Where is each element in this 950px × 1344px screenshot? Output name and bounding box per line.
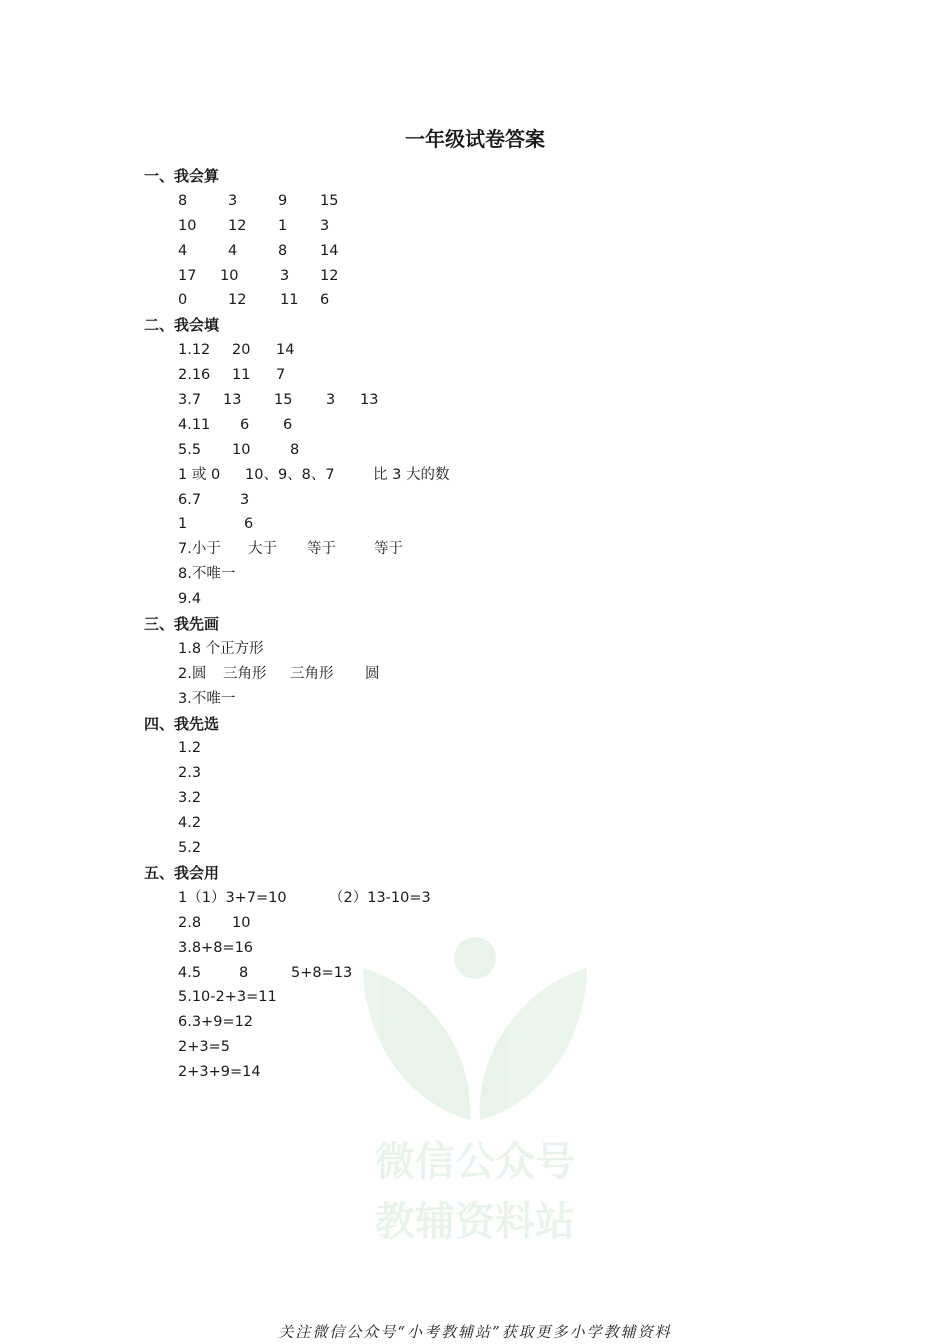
section-heading-text: 二、我会填: [144, 316, 220, 335]
answer-value: 等于: [374, 541, 403, 558]
answer-value: 14: [276, 342, 295, 359]
answer-line: [0, 288, 950, 313]
answer-line: [0, 562, 950, 587]
answer-value: 6.3+9=12: [178, 1014, 254, 1031]
answer-value: 10: [232, 441, 251, 458]
watermark-line-1: 微信公众号: [375, 1139, 575, 1185]
answer-value: 2.8: [178, 914, 202, 931]
answer-line: [0, 512, 950, 537]
answer-value: 0: [178, 292, 188, 309]
answer-value: 3.不唯一: [178, 690, 236, 707]
answer-value: 三角形: [290, 665, 334, 682]
answer-line: [0, 886, 950, 911]
section-heading-text: 四、我先选: [144, 714, 220, 733]
answer-value: 11: [280, 292, 299, 309]
answer-line: [0, 836, 950, 861]
answer-line: [0, 662, 950, 687]
answer-value: 3.7: [178, 392, 202, 409]
answer-value: 2.圆: [178, 665, 207, 682]
answer-value: 20: [232, 342, 251, 359]
answer-value: 4.5: [178, 964, 202, 981]
answer-line: [0, 239, 950, 264]
answer-value: 4.11: [178, 416, 211, 433]
answer-line: [0, 786, 950, 811]
answer-line: [0, 463, 950, 488]
answer-value: 9: [278, 192, 288, 209]
answer-line: [0, 438, 950, 463]
answer-value: 1（1）3+7=10: [178, 889, 287, 906]
answer-value: 三角形: [223, 665, 267, 682]
section-heading: [0, 313, 950, 338]
answer-value: 1: [178, 516, 188, 533]
section-heading: [0, 861, 950, 886]
answer-value: 3.2: [178, 790, 202, 807]
leaf-logo-icon: [363, 937, 587, 1120]
answer-value: 2+3+9=14: [178, 1064, 261, 1081]
answer-value: 6: [240, 416, 250, 433]
answer-line: [0, 811, 950, 836]
answer-value: 5.2: [178, 840, 202, 857]
answer-value: 4.2: [178, 815, 202, 832]
answer-line: [0, 388, 950, 413]
answer-value: 6: [283, 416, 293, 433]
answer-value: 15: [274, 392, 293, 409]
answer-value: 15: [320, 192, 339, 209]
answer-line: [0, 214, 950, 239]
answer-value: 2.3: [178, 765, 202, 782]
section-heading: [0, 612, 950, 637]
answer-line: [0, 687, 950, 712]
answer-value: 9.4: [178, 591, 202, 608]
answer-line: [0, 488, 950, 513]
answer-value: 6: [320, 292, 330, 309]
answer-value: 2.16: [178, 367, 211, 384]
answer-value: 7.小于: [178, 541, 221, 558]
answer-value: 1.8 个正方形: [178, 640, 264, 657]
answer-value: 8: [278, 242, 288, 259]
answer-value: 7: [276, 367, 286, 384]
section-heading-text: 五、我会用: [144, 863, 220, 882]
answer-value: 17: [178, 267, 197, 284]
answer-value: 5.5: [178, 441, 202, 458]
answer-line: [0, 736, 950, 761]
answer-value: （2）13-10=3: [329, 889, 431, 906]
answer-value: 8: [290, 441, 300, 458]
answer-value: 大于: [248, 541, 277, 558]
answer-value: 3: [240, 491, 250, 508]
page-title: 一年级试卷答案: [405, 127, 545, 151]
answer-value: 3: [228, 192, 238, 209]
answer-line: [0, 637, 950, 662]
answer-value: 10: [220, 267, 239, 284]
section-heading: [0, 712, 950, 737]
answer-value: 等于: [307, 541, 336, 558]
answer-line: [0, 761, 950, 786]
answer-value: 比 3 大的数: [373, 466, 450, 483]
answer-value: 4: [178, 242, 188, 259]
answer-value: 4: [228, 242, 238, 259]
answer-value: 14: [320, 242, 339, 259]
watermark-logo: [355, 930, 595, 1260]
answer-line: [0, 189, 950, 214]
answer-value: 13: [223, 392, 242, 409]
answer-value: 圆: [365, 665, 380, 682]
footer-note: 关注微信公众号“小考教辅站”获取更多小学教辅资料: [278, 1323, 672, 1341]
answer-value: 12: [228, 292, 247, 309]
answer-value: 8.不唯一: [178, 566, 236, 583]
answer-value: 3: [280, 267, 290, 284]
answer-value: 1.2: [178, 740, 202, 757]
answer-value: 3: [326, 392, 336, 409]
answer-value: 8: [178, 192, 188, 209]
answer-value: 3.8+8=16: [178, 939, 254, 956]
answer-value: 10: [178, 217, 197, 234]
answer-line: [0, 363, 950, 388]
section-heading-text: 一、我会算: [144, 167, 220, 185]
answer-value: 1: [278, 217, 288, 234]
answer-line: [0, 338, 950, 363]
answer-value: 13: [360, 392, 379, 409]
answer-value: 11: [232, 367, 251, 384]
answer-value: 1 或 0: [178, 466, 221, 483]
answer-value: 5.10-2+3=11: [178, 989, 277, 1006]
answer-line: [0, 537, 950, 562]
answer-value: 12: [228, 217, 247, 234]
answer-value: 10: [232, 914, 251, 931]
answer-value: 6.7: [178, 491, 202, 508]
watermark-line-2: 教辅资料站: [375, 1199, 575, 1245]
answer-value: 6: [244, 516, 254, 533]
answer-value: 1.12: [178, 342, 211, 359]
answer-value: 5+8=13: [291, 964, 353, 981]
answer-value: 12: [320, 267, 339, 284]
answer-value: 3: [320, 217, 330, 234]
answer-line: [0, 587, 950, 612]
answer-value: 2+3=5: [178, 1039, 230, 1056]
section-heading-text: 三、我先画: [144, 615, 220, 634]
answer-value: 8: [239, 964, 249, 981]
section-heading: [0, 164, 950, 189]
answer-line: [0, 413, 950, 438]
answer-value: 10、9、8、7: [245, 466, 335, 483]
answer-line: [0, 264, 950, 289]
